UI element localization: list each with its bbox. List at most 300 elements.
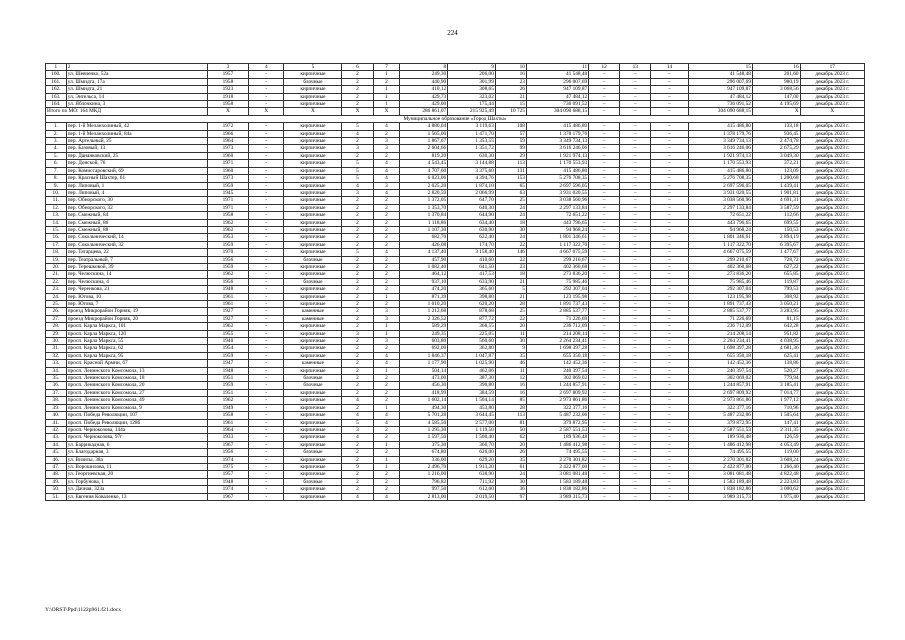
table-cell: кирпичные [284,456,342,463]
table-cell: - [249,338,284,345]
table-cell: 1 047,87 [448,352,496,359]
table-cell: 4 [342,434,373,441]
table-cell: кирпичные [284,219,342,226]
table-cell: 3 616 246,06 [526,145,588,152]
table-cell: - [249,278,284,285]
table-row [46,101,865,108]
table-cell: – [589,189,620,196]
table-cell: 655 350,18 [688,352,752,359]
table-cell: 59 [495,138,526,145]
table-cell: 249,35 [400,330,448,337]
table-cell: 215 925,49 [448,108,496,115]
table-cell: декабрь 2023 г. [800,219,864,226]
table-row [46,360,865,367]
table-cell: 16 [495,389,526,396]
table-cell: 1 107,30 [400,226,448,233]
table-row [46,463,865,470]
table-cell: 22 [495,315,526,322]
table-cell: 41. [46,419,67,426]
table-cell: 417,53 [448,271,496,278]
table-cell: 5 276 708,35 [688,175,752,182]
table-cell: 456,30 [400,382,448,389]
table-cell: 1958 [207,412,248,419]
table-cell: пер. Югова, 7 [66,301,207,308]
table-cell: 119,00 [752,449,800,456]
table-cell: кирпичные [284,293,342,300]
table-cell: – [651,108,688,115]
table-cell: - [249,86,284,93]
table-cell: декабрь 2023 г. [800,101,864,108]
table-row [46,249,865,256]
table-cell: - [249,138,284,145]
table-cell: 1 698 397,28 [526,345,588,352]
table-cell: кирпичные [284,419,342,426]
table-cell: 2 697 596,05 [688,182,752,189]
table-cell: 379 872,95 [526,419,588,426]
table-cell: 35 [495,456,526,463]
table-cell: – [651,123,688,130]
table-cell: – [620,78,651,85]
table-cell: 28 [495,301,526,308]
table-cell: ул. Шевченко, 52а [66,71,207,78]
table-row [46,93,865,100]
table-cell: 4 [373,167,400,174]
table-cell: - [249,101,284,108]
table-cell: кирпичные [284,412,342,419]
table-cell: декабрь 2023 г. [800,175,864,182]
table-cell: – [589,160,620,167]
table-cell: 2 496,70 [400,463,448,470]
table-cell: 699,55 [752,219,800,226]
table-cell: 32. [46,352,67,359]
table-cell: 2 697 809,92 [526,389,588,396]
table-cell: – [651,167,688,174]
table-cell: – [589,315,620,322]
table-cell: 175,44 [448,101,496,108]
table-cell: просп. Карла Маркса, 62 [66,345,207,352]
table-cell: 2 [342,86,373,93]
table-cell: X [284,108,342,115]
table-cell: кирпичные [284,145,342,152]
table-cell: 1 [373,93,400,100]
table-cell: – [589,456,620,463]
table-cell: 37. [46,389,67,396]
table-cell: 40. [46,412,67,419]
table-cell: 85 [495,397,526,404]
table-cell: 1 801 346,61 [526,234,588,241]
table-cell: 464,12 [400,271,448,278]
table-cell: – [651,130,688,137]
table-cell: – [651,182,688,189]
table-cell: 2 [373,78,400,85]
table-cell: 160. [46,71,67,78]
table-cell: 17 [800,64,864,71]
table-cell: 41 548,48 [688,71,752,78]
table-cell: декабрь 2023 г. [800,263,864,270]
table-row [46,323,865,330]
table-cell: 655 350,18 [526,352,588,359]
table-cell: 112,66 [752,212,800,219]
table-cell: 71 226,69 [688,315,752,322]
table-cell: 6 [342,64,373,71]
table-cell: 1951 [207,389,248,396]
table-cell: 627,22 [752,263,800,270]
table-cell: 26 [495,86,526,93]
table-cell: пер. Липовый, 1 [66,182,207,189]
table-cell: – [651,463,688,470]
table-cell: 2 [373,204,400,211]
table-cell: 2 019,50 [448,493,496,500]
table-cell: 4 [373,189,400,196]
table-cell: 189 936,48 [526,434,588,441]
table-cell: 108 [495,123,526,130]
table-cell: 2 [373,397,400,404]
table-cell: – [651,419,688,426]
table-cell: пер. Смежный, 86 [66,219,207,226]
table-cell: – [589,138,620,145]
table-cell: - [249,397,284,404]
table-cell: - [249,175,284,182]
table-cell: 273 836,20 [526,271,588,278]
table-cell: 249,30 [400,71,448,78]
table-cell: – [589,101,620,108]
table-cell: 1923 [207,86,248,93]
table-cell: кирпичные [284,397,342,404]
table-cell: 622,40 [448,234,496,241]
table-cell: – [651,175,688,182]
table-cell: 2 [373,278,400,285]
table-cell: 2 [342,360,373,367]
table-cell: 336,00 [400,456,448,463]
document-footer-path: Y:\ORST\Ppd\1122p961.f21.docx [45,607,122,613]
table-cell: 1 583 189,48 [688,478,752,485]
table-cell: 12 [589,64,620,71]
table-cell: 1 838 182,86 [526,486,588,493]
table-cell: – [651,241,688,248]
table-cell: просп. Ленинского Комсомола, 27 [66,389,207,396]
table-cell: 72 651,22 [688,212,752,219]
table-row [46,293,865,300]
table-cell: 1 471,70 [448,130,496,137]
table-cell: – [589,286,620,293]
table-cell: - [249,323,284,330]
table-cell: 951,82 [752,330,800,337]
table-cell: 10 [495,64,526,71]
table-cell: – [651,204,688,211]
table-cell: 1 [373,441,400,448]
table-cell: 3 608,24 [752,456,800,463]
table-cell: блочные [284,375,342,382]
table-cell: 1 [373,456,400,463]
table-cell: 1948 [207,367,248,374]
table-cell: – [589,389,620,396]
table-cell: – [651,352,688,359]
table-cell: 2 973 861,86 [688,397,752,404]
table-row [46,486,865,493]
table-cell: 1 975,40 [752,493,800,500]
table-cell: 937,10 [400,278,448,285]
table-cell: 225,05 [448,330,496,337]
table-cell: 1962 [207,397,248,404]
table-cell: 710,96 [752,404,800,411]
table-cell: ул. Энгельса, 14 [66,93,207,100]
table-cell: декабрь 2023 г. [800,338,864,345]
table-cell: 947 109,87 [526,86,588,93]
table-row [46,226,865,233]
table-cell: 1 177,90 [400,360,448,367]
total-row [46,108,865,115]
table-cell: 2 [373,286,400,293]
table-cell: 113 [495,160,526,167]
table-cell: 3 587,59 [752,204,800,211]
table-cell: 74 495,55 [688,449,752,456]
table-cell: - [249,78,284,85]
table-cell: – [651,449,688,456]
table-cell: 62 [495,434,526,441]
table-row [46,197,865,204]
table-cell: 2 [373,449,400,456]
table-cell: - [249,389,284,396]
table-cell: – [651,71,688,78]
table-cell: – [651,278,688,285]
table-cell: 3 [342,189,373,196]
table-row [46,301,865,308]
column-number-row [46,64,865,71]
table-cell: 1967 [207,493,248,500]
table-cell: 2 [342,456,373,463]
table-cell: декабрь 2023 г. [800,78,864,85]
table-cell: 1 378 179,76 [688,130,752,137]
table-cell: – [589,226,620,233]
table-cell: 4 681,36 [752,345,800,352]
table-cell: – [620,293,651,300]
table-cell: 4 038,95 [752,338,800,345]
table-cell: – [620,463,651,470]
table-cell: 3 000,62 [752,486,800,493]
table-cell: 2 [373,345,400,352]
table-cell: - [249,182,284,189]
table-cell: 1 [373,330,400,337]
table-cell: 1 891 737,43 [526,301,588,308]
table-cell: 1 602,14 [400,397,448,404]
table-cell: 74 495,55 [526,449,588,456]
table-cell: 3 [373,145,400,152]
table-cell: 2 264 234,41 [688,338,752,345]
table-cell: 443 796,65 [526,219,588,226]
table-cell: декабрь 2023 г. [800,493,864,500]
table-cell: 10. [46,189,67,196]
table-cell: 273 836,20 [688,271,752,278]
table-cell: – [620,382,651,389]
table-cell: 2 [342,338,373,345]
table-row [46,434,865,441]
table-cell: 2 311,35 [752,426,800,433]
table-cell: 3 049,30 [752,152,800,159]
table-cell: – [589,345,620,352]
table-row [46,330,865,337]
table-cell: – [589,338,620,345]
table-row [46,308,865,315]
table-cell: – [589,271,620,278]
table-cell: – [589,434,620,441]
table-cell: 1959 [207,241,248,248]
table-cell: 384,59 [448,389,496,396]
table-row [46,449,865,456]
table-cell: декабрь 2023 г. [800,249,864,256]
table-cell: пер. Театральный, 7 [66,256,207,263]
table-cell: 2 [342,449,373,456]
table-cell: - [249,471,284,478]
table-cell: 9 [342,463,373,470]
table-cell: – [620,256,651,263]
table-cell: 2 [373,471,400,478]
table-cell: X [249,108,284,115]
table-cell: 49. [46,478,67,485]
table-cell: 23 [495,78,526,85]
table-cell: – [589,152,620,159]
table-cell: пер. Югова, 10 [66,293,207,300]
table-cell: 641,50 [448,263,496,270]
table-cell: 7 [373,64,400,71]
table-cell: 142 452,36 [526,360,588,367]
table-cell: 387,30 [448,375,496,382]
table-cell: 292 307,04 [688,286,752,293]
table-cell: 2 [342,204,373,211]
table-cell: – [589,301,620,308]
table-cell: 2 [373,226,400,233]
table-cell: 34. [46,367,67,374]
table-cell: 2 [342,323,373,330]
table-cell: 936,45 [752,130,800,137]
table-cell: - [249,293,284,300]
table-cell: 1 [373,367,400,374]
table-cell: 15 [688,64,752,71]
table-cell: 4 707,60 [400,167,448,174]
table-cell: блочные [284,382,342,389]
table-cell: – [589,478,620,485]
table-cell: кирпичные [284,367,342,374]
table-cell: декабрь 2023 г. [800,86,864,93]
table-cell: 296 007,69 [688,78,752,85]
table-cell: – [589,263,620,270]
table-cell: кирпичные [284,426,342,433]
table-cell: – [589,123,620,130]
table-cell: 634,40 [448,219,496,226]
table-cell: - [249,352,284,359]
table-row [46,382,865,389]
table-cell: – [651,152,688,159]
table-cell: 2 326,52 [400,315,448,322]
table-cell: – [620,145,651,152]
table-row [46,456,865,463]
table-cell: 4 [373,360,400,367]
table-cell: 1958 [207,78,248,85]
table-cell: кирпичные [284,323,342,330]
table-cell: 9 [448,64,496,71]
table-cell: просп. Победа Революции, 128б [66,419,207,426]
table-cell: – [620,352,651,359]
table-cell: декабрь 2023 г. [800,71,864,78]
table-cell: декабрь 2023 г. [800,478,864,485]
table-cell: 1962 [207,219,248,226]
table-cell: 6 395,67 [752,241,800,248]
table-cell: - [249,426,284,433]
table-cell: – [589,397,620,404]
table-cell: 647,70 [448,197,496,204]
table-cell: декабрь 2023 г. [800,93,864,100]
table-cell: 1957 [207,471,248,478]
table-cell: 1975 [207,463,248,470]
table-cell: 2 [342,138,373,145]
table-cell: 1974 [207,486,248,493]
table-cell: - [249,249,284,256]
table-cell: - [249,308,284,315]
table-cell: 46 [495,360,526,367]
table-cell: 626,00 [448,449,496,456]
table-cell: 36 [495,486,526,493]
table-cell: – [651,323,688,330]
table-cell: 1 372,05 [400,197,448,204]
table-cell: 11 [495,367,526,374]
table-cell: пер. Сокольнический, 14 [66,234,207,241]
table-cell: 3 [373,315,400,322]
table-cell: ул. Шмидта, 17а [66,78,207,85]
table-cell: кирпичные [284,130,342,137]
table-cell: – [620,345,651,352]
table-cell: 2 [342,241,373,248]
table-cell: 418,99 [400,389,448,396]
table-cell: 3 144,88 [448,160,496,167]
table-cell: 5 487 232,06 [688,412,752,419]
table-cell: 81 [495,419,526,426]
table-cell: 1 082,40 [400,263,448,270]
table-cell: 304 090 688,15 [526,108,588,115]
table-cell: 1960 [207,152,248,159]
table-cell: 22 [495,241,526,248]
table-cell: 1956 [207,278,248,285]
table-cell: 2 [342,234,373,241]
table-cell: 2 675,29 [752,145,800,152]
table-cell: – [589,234,620,241]
table-cell: - [249,412,284,419]
table-cell: 560,60 [448,338,496,345]
table-cell: пер. Черенкова, 21 [66,286,207,293]
table-cell: 4 394,76 [448,175,496,182]
table-cell: – [620,160,651,167]
table-cell: 21 [495,93,526,100]
table-cell: 1971 [207,160,248,167]
table-cell: 1 698 397,28 [688,345,752,352]
table-cell: 1971 [207,197,248,204]
table-cell: 4 [373,160,400,167]
table-cell: кирпичные [284,182,342,189]
table-cell: 1959 [207,182,248,189]
table-row [46,426,865,433]
section-title-row [46,115,865,122]
table-cell: 14. [46,219,67,226]
table-cell: 1962 [207,271,248,278]
table-cell: 1 351,72 [448,145,496,152]
table-cell: - [249,463,284,470]
table-cell: 3 616 246,06 [688,145,752,152]
table-cell: кирпичные [284,197,342,204]
table-cell: – [651,101,688,108]
table-cell: 638,90 [448,471,496,478]
table-cell: просп. Ленинского Комсомола, 13 [66,367,207,374]
table-cell: декабрь 2023 г. [800,145,864,152]
table-cell: 24. [46,293,67,300]
table-cell: кирпичные [284,404,342,411]
